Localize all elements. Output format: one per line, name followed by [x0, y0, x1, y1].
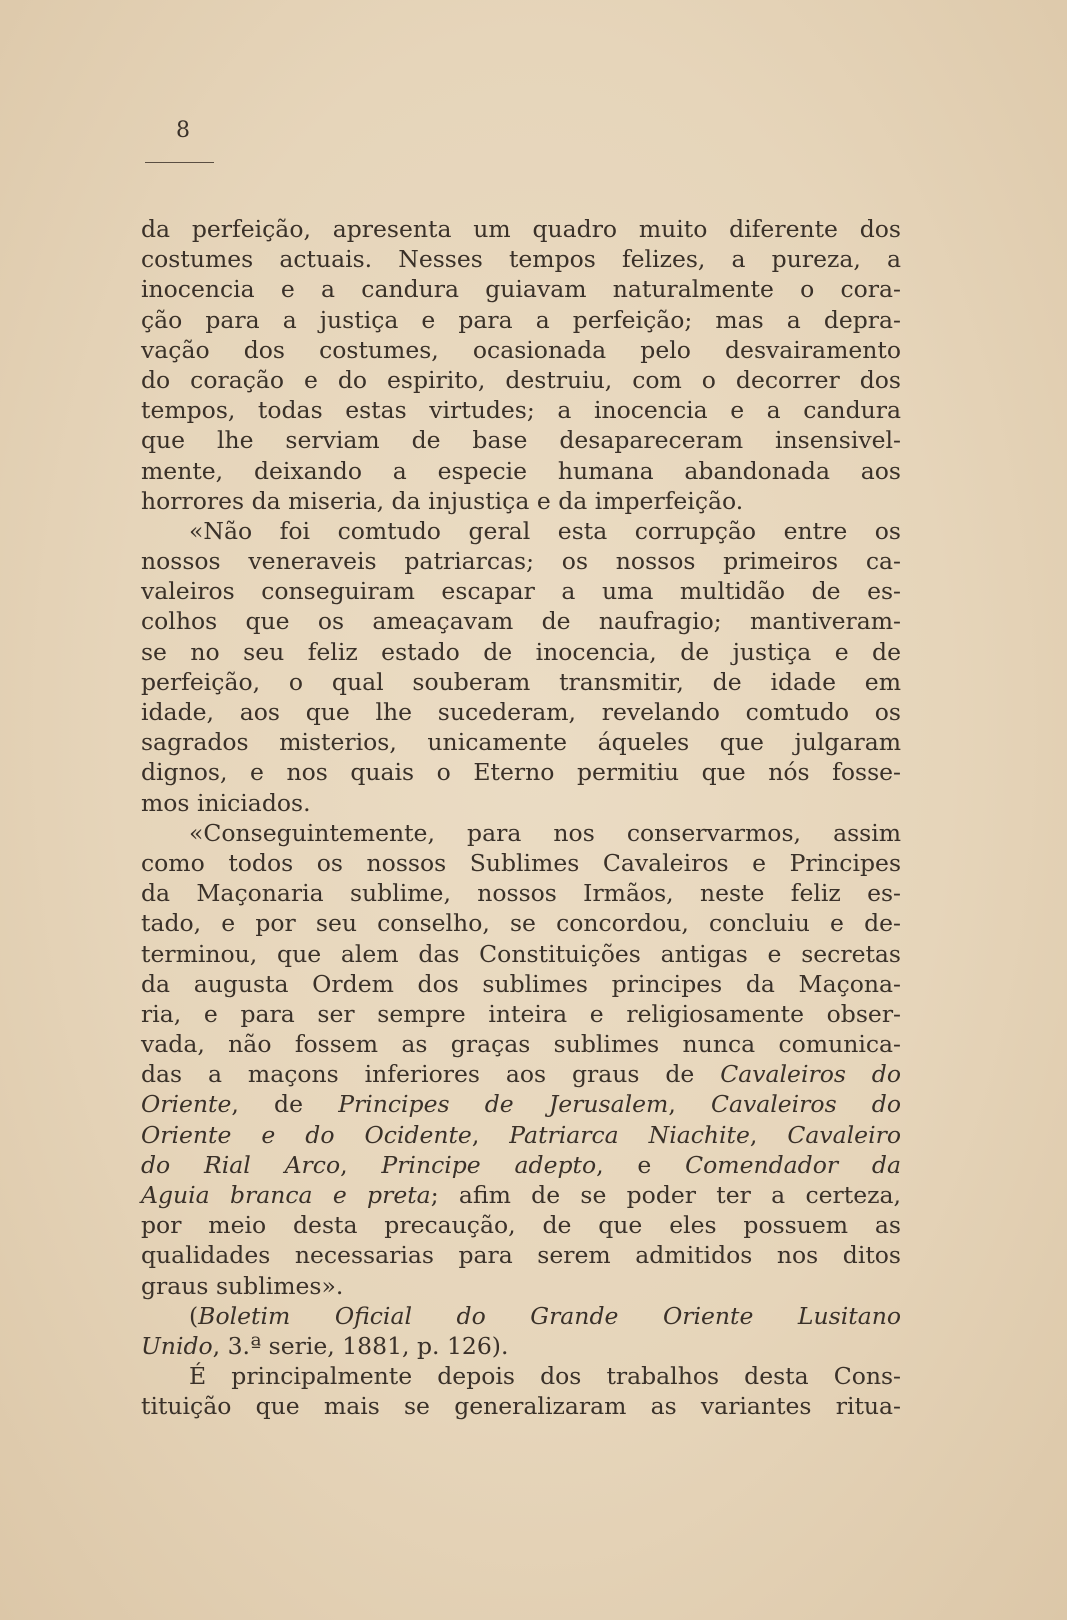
text-segment: , e	[596, 1150, 686, 1179]
text-line	[141, 1120, 901, 1150]
text-line	[141, 335, 901, 365]
text-segment: que lhe serviam de base desapareceram insensivel-	[141, 426, 901, 455]
text-line	[141, 606, 901, 636]
text-line	[141, 546, 901, 576]
text-line	[141, 244, 901, 274]
text-segment: da augusta Ordem dos sublimes principes da Maçona-	[141, 969, 901, 998]
text-segment: , 3.ª serie, 1881, p. 126).	[212, 1331, 509, 1360]
text-segment: do coração e do espirito, destruiu, com o decorrer dos	[141, 365, 901, 394]
text-line	[141, 757, 901, 787]
text-segment: valeiros conseguiram escapar a uma multidão de es-	[141, 577, 901, 606]
text-line	[141, 788, 901, 818]
text-segment: «Conseguintemente, para nos conservarmos, assim	[189, 818, 901, 847]
text-line	[141, 1271, 901, 1301]
text-segment: ,	[749, 1120, 788, 1149]
text-line	[141, 667, 901, 697]
text-segment: graus sublimes».	[141, 1271, 344, 1300]
text-line	[141, 878, 901, 908]
text-line	[141, 697, 901, 727]
text-line	[141, 1180, 901, 1210]
text-line	[141, 365, 901, 395]
italic-text: Unido	[141, 1331, 213, 1360]
text-segment: ; afim de se poder ter a certeza,	[430, 1181, 901, 1209]
text-line	[141, 1240, 901, 1270]
text-segment: horrores da miseria, da injustiça e da imperfeição.	[141, 486, 744, 515]
text-segment: inocencia e a candura guiavam naturalmente o cora-	[141, 275, 901, 304]
italic-text: Oriente e do Ocidente	[141, 1120, 472, 1149]
text-line	[141, 1029, 901, 1059]
text-line	[141, 939, 901, 969]
text-segment: vação dos costumes, ocasionada pelo desvairamento	[141, 335, 901, 364]
italic-text: Principes de Jerusalem	[338, 1090, 669, 1119]
text-segment: idade, aos que lhe sucederam, revelando comtudo os	[141, 698, 901, 726]
italic-text: Oriente	[141, 1090, 232, 1119]
text-segment: ção para a justiça e para a perfeição; mas a depra-	[141, 305, 901, 334]
text-line	[141, 1059, 901, 1089]
italic-text: Cavaleiro	[787, 1120, 901, 1149]
text-segment: dignos, e nos quais o Eterno permitiu que nós fosse-	[141, 758, 901, 787]
text-line	[141, 1089, 901, 1119]
text-segment: da Maçonaria sublime, nossos Irmãos, neste feliz es-	[141, 879, 901, 908]
body-text	[141, 214, 901, 1422]
text-line	[141, 516, 901, 546]
header-rule	[145, 162, 214, 163]
italic-text: Principe adepto	[381, 1150, 597, 1179]
text-segment: sagrados misterios, unicamente áqueles que julgaram	[141, 728, 901, 757]
text-line	[141, 1150, 901, 1180]
text-segment: tado, e por seu conselho, se concordou, concluiu e de-	[141, 909, 901, 938]
text-line	[141, 848, 901, 878]
text-line	[141, 818, 901, 848]
text-line	[141, 908, 901, 938]
text-segment: terminou, que alem das Constituições antigas e secretas	[141, 939, 901, 968]
text-line	[141, 727, 901, 757]
italic-text: Boletim Oficial do Grande Oriente Lusitano	[198, 1301, 901, 1330]
text-line	[141, 274, 901, 304]
text-line	[141, 395, 901, 425]
text-line	[141, 1210, 901, 1240]
italic-text: Comendador da	[685, 1150, 901, 1179]
text-segment: ,	[668, 1090, 711, 1119]
text-segment: «Não foi comtudo geral esta corrupção entre os	[189, 516, 901, 545]
text-line	[141, 214, 901, 244]
text-segment: perfeição, o qual souberam transmitir, de idade em	[141, 667, 901, 696]
text-line	[141, 1391, 901, 1421]
text-segment: por meio desta precaução, de que eles possuem as	[141, 1211, 901, 1240]
text-segment: ,	[471, 1120, 510, 1149]
text-segment: ,	[340, 1150, 382, 1179]
text-line	[141, 425, 901, 455]
text-segment: como todos os nossos Sublimes Cavaleiros e Principes	[141, 848, 901, 877]
text-segment: (	[189, 1301, 199, 1330]
text-segment: colhos que os ameaçavam de naufragio; mantiveram-	[141, 607, 901, 636]
text-line	[141, 456, 901, 486]
text-line	[141, 637, 901, 667]
text-segment: , de	[231, 1090, 339, 1119]
text-segment: tempos, todas estas virtudes; a inocencia e a candura	[141, 396, 901, 425]
text-segment: vada, não fossem as graças sublimes nunca comunica-	[141, 1030, 901, 1059]
text-line	[141, 1331, 901, 1361]
text-line	[141, 486, 901, 516]
italic-text: do Rial Arco	[141, 1150, 341, 1179]
text-segment: tituição que mais se generalizaram as variantes ritua-	[141, 1392, 901, 1421]
text-segment: costumes actuais. Nesses tempos felizes, a pureza, a	[141, 245, 901, 274]
text-segment: nossos veneraveis patriarcas; os nossos primeiros ca-	[141, 547, 901, 576]
text-line	[141, 576, 901, 606]
text-line	[141, 305, 901, 335]
text-segment: das a maçons inferiores aos graus de	[141, 1060, 721, 1089]
text-segment: mente, deixando a especie humana abandonada aos	[141, 456, 901, 485]
page-number: 8	[176, 118, 190, 143]
italic-text: Cavaleiros do	[710, 1090, 901, 1119]
italic-text: Cavaleiros do	[720, 1060, 902, 1089]
text-line	[141, 1301, 901, 1331]
italic-text: Aguia branca e preta	[141, 1181, 431, 1209]
text-segment: da perfeição, apresenta um quadro muito diferente dos	[141, 215, 901, 243]
text-segment: se no seu feliz estado de inocencia, de justiça e de	[141, 637, 901, 666]
text-line	[141, 1361, 901, 1391]
text-segment: qualidades necessarias para serem admitidos nos ditos	[141, 1241, 901, 1270]
text-line	[141, 969, 901, 999]
text-segment: ria, e para ser sempre inteira e religiosamente obser-	[141, 999, 901, 1028]
text-segment: mos iniciados.	[141, 788, 311, 817]
text-segment: É principalmente depois dos trabalhos desta Cons-	[189, 1362, 901, 1391]
text-line	[141, 999, 901, 1029]
italic-text: Patriarca Niachite	[509, 1120, 750, 1149]
